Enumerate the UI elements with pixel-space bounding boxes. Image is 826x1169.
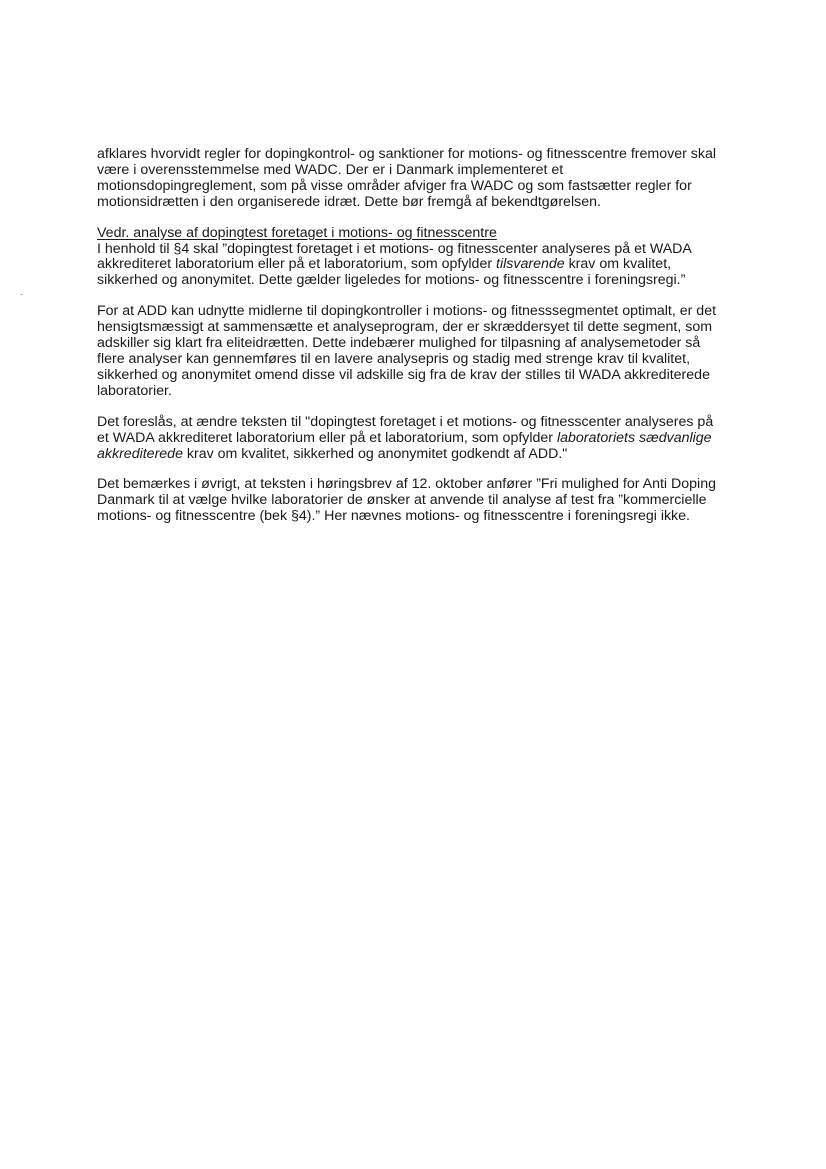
text-line bbox=[97, 336, 737, 352]
italic-text: tilsvarende bbox=[496, 256, 565, 273]
text-line bbox=[97, 352, 737, 368]
text-line bbox=[97, 147, 737, 163]
text-run: For at ADD kan udnytte midlerne til dopingkontroller i motions- og fitnesssegmentet optimalt, er det bbox=[97, 303, 717, 320]
text-run: sikkerhed og anonymitet. Dette gælder ligeledes for motions- og fitnesscentre i foreningsregi.” bbox=[97, 272, 686, 289]
paragraph bbox=[97, 147, 737, 211]
text-run: Det bemærkes i øvrigt, at teksten i høringsbrev af 12. oktober anfører ”Fri mulighed for Anti Doping bbox=[97, 476, 716, 493]
text-run: krav om kvalitet, sikkerhed og anonymitet godkendt af ADD." bbox=[182, 445, 568, 462]
text-run: laboratorier. bbox=[97, 382, 172, 399]
text-line bbox=[97, 431, 737, 447]
text-run: flere analyser kan gennemføres til en lavere analysepris og stadig med strenge krav til kvalitet, bbox=[97, 350, 691, 367]
text-line bbox=[97, 368, 737, 384]
paragraph bbox=[97, 226, 737, 290]
text-run: afklares hvorvidt regler for dopingkontrol- og sanktioner for motions- og fitnesscentre fremover skal bbox=[97, 146, 717, 162]
text-line bbox=[97, 477, 737, 493]
italic-text: akkrediterede bbox=[97, 445, 183, 462]
margin-mark bbox=[20, 294, 23, 295]
document-body bbox=[97, 147, 737, 540]
text-run: være i overensstemmelse med WADC. Der er i Danmark implementeret et bbox=[97, 161, 564, 178]
text-run: Det foreslås, at ændre teksten til "dopingtest foretaget i et motions- og fitnesscenter analyseres på bbox=[97, 413, 714, 430]
text-run: hensigtsmæssigt at sammensætte et analyseprogram, der er skræddersyet til dette segment, som bbox=[97, 319, 713, 336]
text-run: motions- og fitnesscentre (bek §4).” Her nævnes motions- og fitnesscentre i foreningsregi ikke. bbox=[97, 508, 690, 525]
text-line bbox=[97, 509, 737, 525]
paragraph bbox=[97, 477, 737, 525]
text-run: sikkerhed og anonymitet omend disse vil adskille sig fra de krav der stilles til WADA akkrediterede bbox=[97, 366, 710, 383]
paragraph bbox=[97, 415, 737, 463]
italic-text: laboratoriets sædvanlige bbox=[556, 429, 712, 446]
text-line bbox=[97, 257, 737, 273]
text-run: motionsidrætten i den organiserede idræt. Dette bør fremgå af bekendtgørelsen. bbox=[97, 193, 601, 210]
text-line bbox=[97, 163, 737, 179]
text-run: Danmark til at vælge hvilke laboratorier de ønsker at anvende til analyse af test fra ”kommercielle bbox=[97, 492, 707, 509]
text-run: akkrediteret laboratorium eller på et laboratorium, som opfylder bbox=[97, 256, 497, 273]
text-line bbox=[97, 195, 737, 211]
text-run: adskiller sig klart fra eliteidrætten. Dette indebærer mulighed for tilpasning af analysemetoder så bbox=[97, 335, 701, 352]
text-line bbox=[97, 415, 737, 431]
text-line bbox=[97, 493, 737, 509]
paragraph bbox=[97, 304, 737, 399]
text-line bbox=[97, 447, 737, 463]
text-run: krav om kvalitet, bbox=[564, 256, 672, 273]
text-run: motionsdopingreglement, som på visse områder afviger fra WADC og som fastsætter regler for bbox=[97, 177, 692, 194]
text-run: et WADA akkrediteret laboratorium eller på et laboratorium, som opfylder bbox=[97, 429, 557, 446]
text-line bbox=[97, 242, 737, 258]
text-line bbox=[97, 384, 737, 400]
text-line bbox=[97, 179, 737, 195]
text-line bbox=[97, 320, 737, 336]
text-line bbox=[97, 273, 737, 289]
text-line bbox=[97, 304, 737, 320]
section-heading: Vedr. analyse af dopingtest foretaget i motions- og fitnesscentre bbox=[97, 224, 497, 241]
text-run: I henhold til §4 skal ”dopingtest foretaget i et motions- og fitnesscenter analyseres på et WADA bbox=[97, 240, 692, 257]
